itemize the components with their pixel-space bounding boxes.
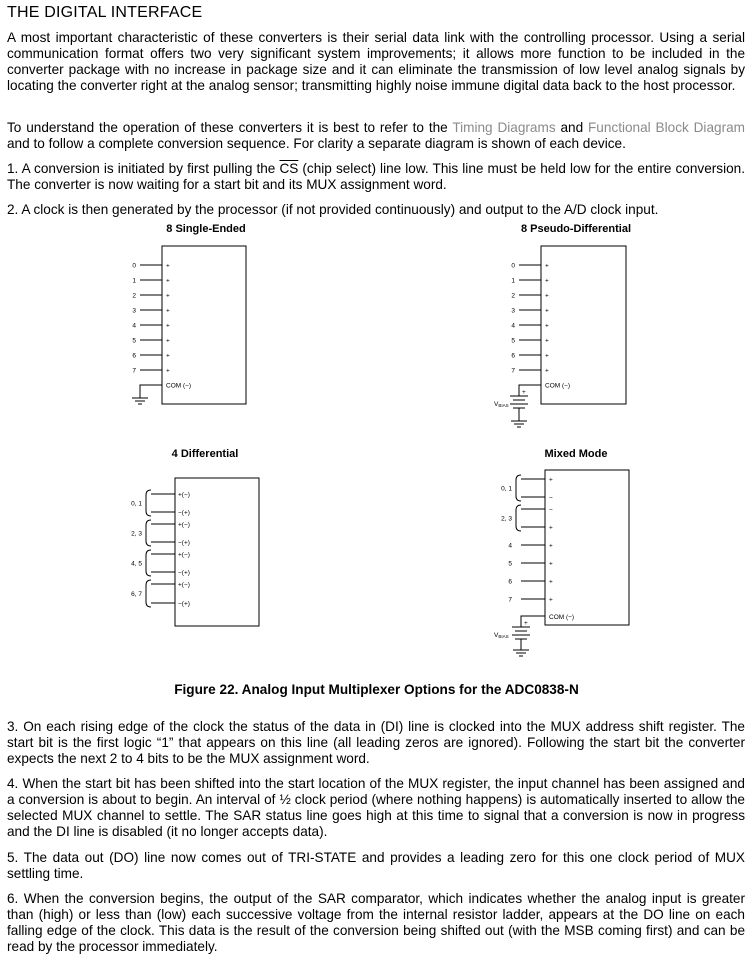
d4-pin-label: 6 [508, 578, 512, 586]
d1-pin-label: 6 [132, 352, 136, 360]
timing-diagrams-link[interactable]: Timing Diagrams [452, 120, 556, 135]
d3-sign: −(+) [178, 600, 190, 608]
cs-signal: $\overline{CS}$ [279, 161, 299, 176]
d1-com-label: COM (−) [166, 382, 192, 390]
d1-pin-label: 0 [132, 262, 136, 270]
d2-pin-label: 1 [511, 277, 515, 285]
d3-pair-label: 6, 7 [131, 591, 142, 598]
d3-sign: −(+) [178, 539, 190, 547]
d1-sign: + [166, 367, 170, 375]
d4-com-label: COM (−) [549, 614, 575, 621]
d3-sign: +(−) [178, 491, 190, 499]
paragraph-step-3: 3. On each rising edge of the clock the status of the data in (DI) line is clocked into the MUX address shift register. The start bit is the first logic “1” that appears on this line (all leading zeros are ignored). Following the start bit the converter expects the next 2 to 4 bits to be the MUX assignment word. [7, 719, 745, 766]
d2-sign: + [545, 367, 549, 375]
d4-mux-box [545, 470, 629, 625]
vbias-sub: BIAS [498, 634, 509, 639]
d1-sign: + [166, 277, 170, 285]
d3-sign: −(+) [178, 569, 190, 577]
d3-sign: −(+) [178, 509, 190, 517]
d2-sign: + [545, 322, 549, 330]
d1-sign: + [166, 307, 170, 315]
paragraph-step-5: 5. The data out (DO) line now comes out of TRI-STATE and provides a leading zero for this one clock period of MUX settling time. [7, 850, 745, 881]
d4-sign: + [549, 524, 553, 532]
d2-title: 8 Pseudo-Differential [520, 223, 632, 235]
d4-sign: + [549, 578, 553, 586]
d4-sign: − [549, 506, 553, 514]
d1-title: 8 Single-Ended [166, 223, 246, 235]
d3-pair-label: 4, 5 [131, 560, 142, 568]
d4-pair-label: 2, 3 [501, 515, 512, 523]
vbias-v: V [494, 632, 499, 639]
d3-sign: +(−) [178, 521, 190, 529]
d3-sign: +(−) [178, 551, 190, 559]
d3-sign: +(−) [178, 581, 190, 589]
functional-block-diagram-link[interactable]: Functional Block Diagram [587, 120, 745, 135]
d2-sign: + [545, 262, 549, 270]
paragraph-step-2: 2. A clock is then generated by the processor (if not provided continuously) and output to the A/D clock input. [7, 202, 659, 217]
d4-pin-label: 7 [508, 596, 512, 604]
text-span: and [555, 120, 588, 135]
paragraph-step-6: 6. When the conversion begins, the output of the SAR comparator, which indicates whether the analog input is greater than (high) or less than (low) each successive voltage from the internal resistor ladder, appears at the DO line on each falling edge of the clock. This data is the result of the conversion being shifted out (with the MSB coming first) and can be read by the processor immediately. [7, 891, 745, 954]
d3-pair-label: 0, 1 [131, 500, 142, 508]
d1-pin-label: 2 [132, 292, 136, 300]
text-span: To understand the operation of these converters it is best to refer to the [7, 120, 453, 135]
d3-title: 4 Differential [171, 448, 239, 460]
d1-sign: + [166, 292, 170, 300]
d1-sign: + [166, 322, 170, 330]
d4-sign: + [549, 596, 553, 604]
d4-pair-label: 0, 1 [501, 485, 512, 493]
d2-sign: + [545, 352, 549, 360]
d1-mux-box [162, 246, 246, 404]
d4-bias-plus: + [524, 620, 528, 627]
d2-pin-label: 6 [511, 352, 515, 360]
d1-pin-label: 3 [132, 307, 136, 315]
d4-pin-label: 4 [508, 542, 512, 550]
d2-pin-label: 4 [511, 322, 515, 330]
section-heading: THE DIGITAL INTERFACE [7, 4, 203, 21]
d1-pin-label: 4 [132, 322, 136, 330]
d1-sign: + [166, 337, 170, 345]
d4-sign: − [549, 494, 553, 502]
d4-vbias-label [494, 632, 509, 639]
d2-vbias-label [494, 401, 509, 408]
d1-pin-label: 1 [132, 277, 136, 285]
d2-sign: + [545, 277, 549, 285]
d2-sign: + [545, 337, 549, 345]
d2-sign: + [545, 307, 549, 315]
d4-sign: + [549, 476, 553, 484]
d4-pin-label: 5 [508, 560, 512, 568]
d4-sign: + [549, 560, 553, 568]
d2-pin-label: 0 [511, 262, 515, 270]
d2-pin-label: 3 [511, 307, 515, 315]
d1-sign: + [166, 352, 170, 360]
d2-mux-box [541, 246, 626, 404]
d2-pin-label: 5 [511, 337, 515, 345]
text-span: and to follow a complete conversion sequence. For clarity a separate diagram is shown of each device. [7, 136, 626, 151]
vbias-sub: BIAS [498, 403, 509, 408]
d2-com-label: COM (−) [545, 382, 571, 390]
d1-pin-label: 7 [132, 367, 136, 375]
d2-pin-label: 2 [511, 292, 515, 300]
d1-sign: + [166, 262, 170, 270]
vbias-v: V [494, 401, 499, 408]
d4-sign: + [549, 542, 553, 550]
d2-pin-label: 7 [511, 367, 515, 375]
paragraph-step-4: 4. When the start bit has been shifted into the start location of the MUX register, the input channel has been assigned and a conversion is about to begin. An interval of ½ clock period (where nothing happens) is automatically inserted to allow the selected MUX channel to settle. The SAR status line goes high at this time to signal that a conversion is now in progress and the DI line is disabled (it no longer accepts data). [7, 776, 745, 839]
figure-caption: Figure 22. Analog Input Multiplexer Options for the ADC0838-N [174, 682, 579, 697]
paragraph-serial-link: A most important characteristic of these converters is their serial data link with the controlling processor. Using a serial communication format offers two very significant system improvements; it allows more function to be included in the converter package with no increase in package size and it can eliminate the transmission of low level analog signals by locating the converter right at the analog sensor; transmitting highly noise immune digital data back to the host processor. [7, 30, 745, 93]
text-span: (chip select) line low. This line must be held low for the entire conversion. The converter is now waiting for a start bit and its MUX assignment word. [7, 161, 745, 192]
text-span: 1. A conversion is initiated by first pulling the [7, 161, 280, 176]
d1-pin-label: 5 [132, 337, 136, 345]
d3-pair-label: 2, 3 [131, 530, 142, 538]
d2-sign: + [545, 292, 549, 300]
d4-title: Mixed Mode [544, 448, 608, 460]
d2-bias-plus: + [522, 389, 526, 396]
